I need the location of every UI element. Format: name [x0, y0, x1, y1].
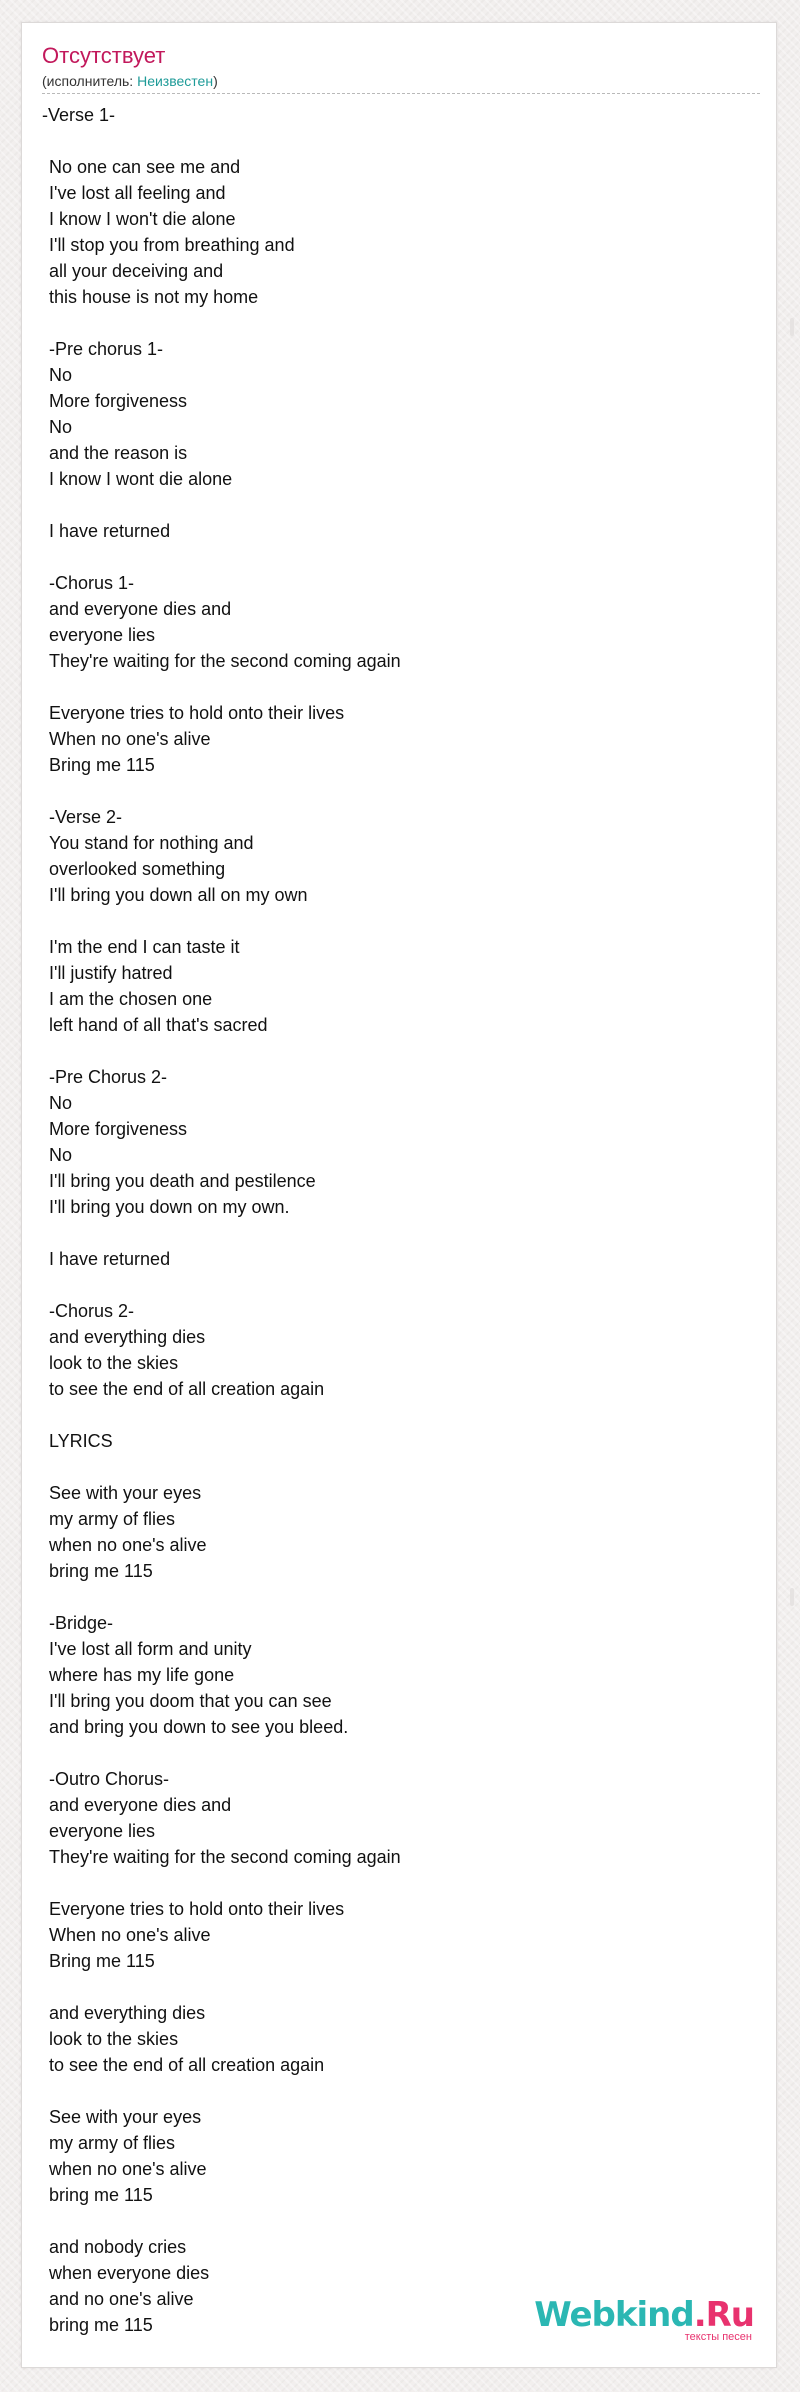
lyric-line: look to the skies: [49, 2029, 179, 2049]
artist-suffix: ): [213, 73, 218, 89]
artist-link[interactable]: Неизвестен: [137, 73, 214, 89]
lyric-line: look to the skies: [49, 1353, 179, 1373]
lyric-line: I've lost all feeling and: [49, 183, 226, 203]
lyric-line: I'll bring you death and pestilence: [49, 1171, 316, 1191]
lyric-line: More forgiveness: [49, 1119, 188, 1139]
lyric-line: See with your eyes: [49, 1483, 202, 1503]
lyric-line: -Verse 2-: [49, 807, 123, 827]
lyric-blank-line: [42, 2208, 742, 2234]
lyric-line: No one can see me and: [49, 157, 241, 177]
artist-line: [42, 72, 218, 90]
lyric-line: where has my life gone: [49, 1665, 235, 1685]
lyric-line: I'll stop you from breathing and: [49, 235, 295, 255]
scroll-marker-bottom: [790, 1588, 794, 1606]
lyric-line: I'll justify hatred: [49, 963, 173, 983]
lyric-line: and nobody cries: [49, 2237, 187, 2257]
lyric-line: bring me 115: [49, 2185, 153, 2205]
lyric-line: No: [49, 1093, 73, 1113]
lyric-line: More forgiveness: [49, 391, 188, 411]
lyric-line: and everything dies: [49, 2003, 206, 2023]
lyrics-card: [21, 22, 777, 2368]
lyric-line: all your deceiving and: [49, 261, 224, 281]
lyric-blank-line: [42, 1272, 742, 1298]
lyric-line: my army of flies: [49, 1509, 176, 1529]
lyric-line: and no one's alive: [49, 2289, 194, 2309]
lyric-line: bring me 115: [49, 1561, 153, 1581]
lyric-line: and everyone dies and: [49, 599, 232, 619]
lyric-line: I know I won't die alone: [49, 209, 236, 229]
lyric-line: -Verse 1-: [42, 105, 116, 125]
lyric-line: left hand of all that's sacred: [49, 1015, 268, 1035]
lyric-line: and everything dies: [49, 1327, 206, 1347]
lyric-line: No: [49, 417, 73, 437]
lyric-line: and everyone dies and: [49, 1795, 232, 1815]
lyric-line: Bring me 115: [49, 1951, 155, 1971]
song-title: Отсутствует: [42, 43, 166, 68]
lyric-line: to see the end of all creation again: [49, 1379, 325, 1399]
lyric-line: this house is not my home: [49, 287, 259, 307]
lyric-line: to see the end of all creation again: [49, 2055, 325, 2075]
title-divider: [42, 93, 760, 94]
lyric-line: When no one's alive: [49, 729, 211, 749]
lyric-line: LYRICS: [49, 1431, 113, 1451]
logo-main-text: Webkind: [534, 2295, 694, 2335]
lyric-line: bring me 115: [49, 2315, 153, 2335]
lyric-line: -Chorus 2-: [49, 1301, 135, 1321]
lyric-blank-line: [42, 1584, 742, 1610]
lyric-line: No: [49, 1145, 73, 1165]
lyric-line: when everyone dies: [49, 2263, 210, 2283]
lyric-blank-line: [42, 544, 742, 570]
lyric-line: my army of flies: [49, 2133, 176, 2153]
lyric-line: I'll bring you down on my own.: [49, 1197, 290, 1217]
lyric-line: I am the chosen one: [49, 989, 213, 1009]
lyric-line: I'm the end I can taste it: [49, 937, 240, 957]
webkind-logo[interactable]: [534, 2297, 754, 2343]
logo-wordmark: [534, 2297, 754, 2333]
lyric-line: I've lost all form and unity: [49, 1639, 252, 1659]
lyric-line: They're waiting for the second coming again: [49, 1847, 401, 1867]
lyric-line: -Pre chorus 1-: [49, 339, 164, 359]
lyric-line: and the reason is: [49, 443, 188, 463]
lyric-line: -Outro Chorus-: [49, 1769, 170, 1789]
lyric-line: You stand for nothing and: [49, 833, 254, 853]
lyric-blank-line: [42, 1974, 742, 2000]
lyric-blank-line: [42, 1870, 742, 1896]
lyric-blank-line: [42, 128, 742, 154]
lyric-line: I'll bring you down all on my own: [49, 885, 308, 905]
lyric-blank-line: [42, 1038, 742, 1064]
lyric-line: See with your eyes: [49, 2107, 202, 2127]
lyric-line: when no one's alive: [49, 2159, 207, 2179]
lyrics-text: [42, 102, 742, 2338]
lyric-line: I know I wont die alone: [49, 469, 233, 489]
lyric-blank-line: [42, 1402, 742, 1428]
lyric-line: I have returned: [49, 521, 171, 541]
scroll-marker-top: [790, 318, 794, 336]
logo-tld-text: .Ru: [693, 2295, 754, 2335]
lyric-line: Bring me 115: [49, 755, 155, 775]
lyric-line: No: [49, 365, 73, 385]
lyric-blank-line: [42, 310, 742, 336]
lyric-blank-line: [42, 1454, 742, 1480]
lyric-line: overlooked something: [49, 859, 226, 879]
lyric-blank-line: [42, 908, 742, 934]
lyric-blank-line: [42, 2078, 742, 2104]
lyric-line: They're waiting for the second coming again: [49, 651, 401, 671]
lyric-blank-line: [42, 778, 742, 804]
lyric-line: everyone lies: [49, 625, 156, 645]
lyric-blank-line: [42, 1740, 742, 1766]
logo-tagline: тексты песен: [684, 2331, 752, 2343]
lyric-line: and bring you down to see you bleed.: [49, 1717, 349, 1737]
lyric-line: -Chorus 1-: [49, 573, 135, 593]
lyric-blank-line: [42, 674, 742, 700]
lyric-line: -Pre Chorus 2-: [49, 1067, 168, 1087]
lyric-line: When no one's alive: [49, 1925, 211, 1945]
lyric-line: -Bridge-: [49, 1613, 114, 1633]
lyric-line: everyone lies: [49, 1821, 156, 1841]
lyric-line: I have returned: [49, 1249, 171, 1269]
lyric-blank-line: [42, 1220, 742, 1246]
lyric-line: Everyone tries to hold onto their lives: [49, 703, 345, 723]
lyric-line: Everyone tries to hold onto their lives: [49, 1899, 345, 1919]
lyric-blank-line: [42, 492, 742, 518]
lyric-line: when no one's alive: [49, 1535, 207, 1555]
lyric-line: I'll bring you doom that you can see: [49, 1691, 332, 1711]
artist-prefix: (исполнитель:: [42, 73, 138, 89]
